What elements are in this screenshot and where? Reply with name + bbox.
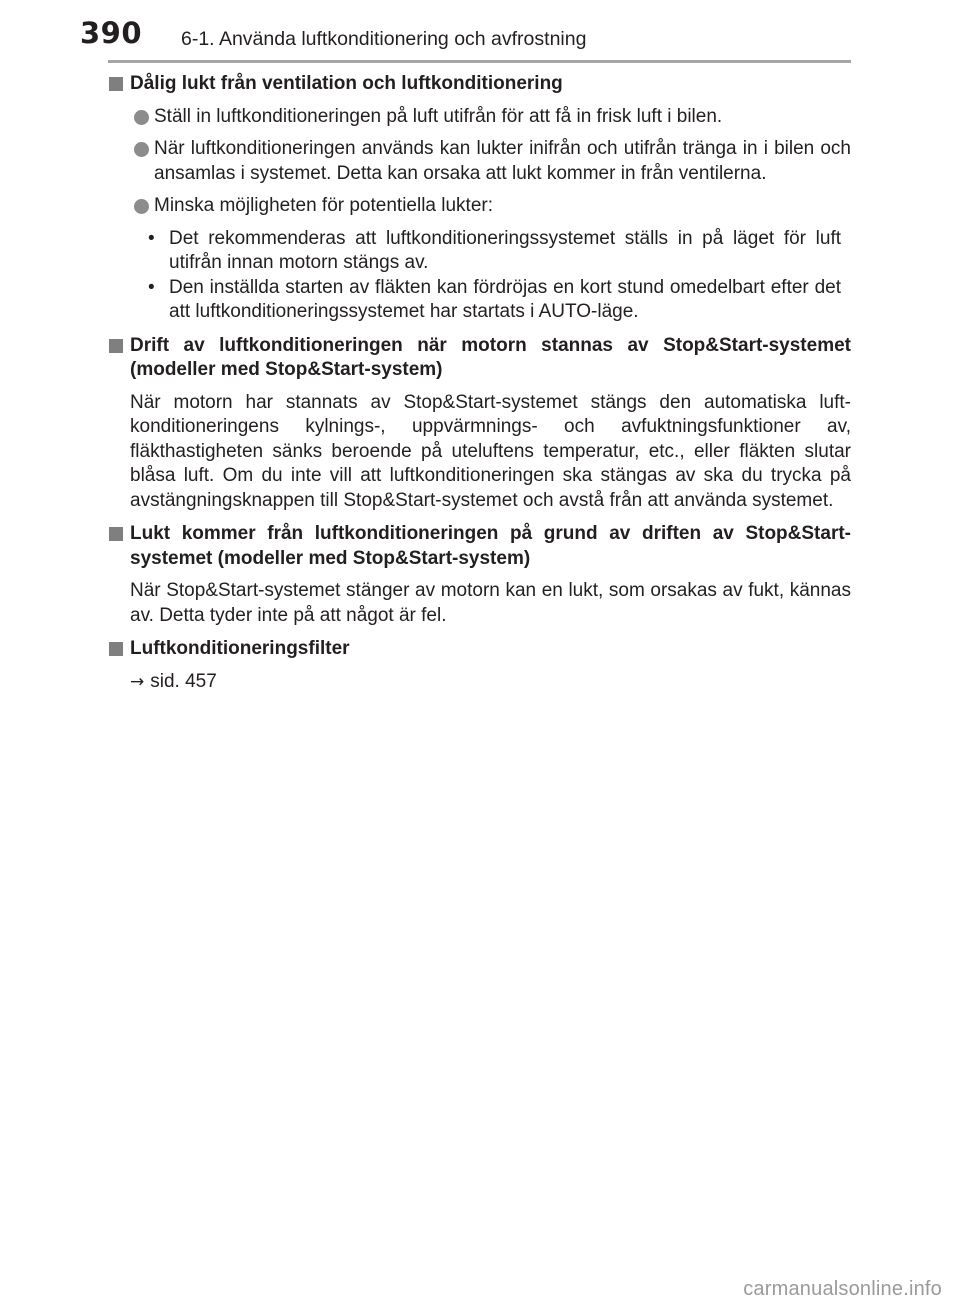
section-title: Luftkonditioneringsfilter	[130, 638, 350, 659]
section-body: När motorn har stannats av Stop&Start-systemet stängs den automatiska luft-konditioneringens kylnings-, uppvärmnings- och avfuktningsfunktioner av, fläkthastigheten sänks beroende på uteluftens temperatur, etc., eller fläkten slutar blåsa luft. Om du inte vill att luftkonditioneringen ska stängas av ska du trycka på avstängningsknappen till Stop&Start-systemet och avstå från att använda systemet.	[130, 391, 851, 511]
section-heading	[108, 72, 851, 97]
circle-bullet-icon	[134, 110, 149, 125]
list-item-text: Minska möjligheten för potentiella lukter:	[154, 195, 494, 216]
square-bullet-icon	[109, 642, 123, 656]
sub-list	[108, 227, 851, 325]
sub-list-item-text: Det rekommenderas att luftkonditioneringssystemet ställs in på läget för luft utifrån innan motorn stängs av.	[169, 227, 841, 273]
bullet-icon: •	[148, 276, 155, 298]
page-reference-link[interactable]: sid. 457	[150, 670, 217, 692]
page-number: 390	[80, 16, 143, 50]
section-body: När Stop&Start-systemet stänger av motorn kan en lukt, som orsakas av fukt, kännas av. Detta tyder inte på att något är fel.	[130, 580, 851, 626]
section-title: Dålig lukt från ventilation och luftkonditionering	[130, 73, 563, 94]
list-item	[108, 105, 851, 130]
page-reference	[108, 670, 851, 695]
square-bullet-icon	[109, 527, 123, 541]
arrow-right-icon: →	[130, 671, 145, 692]
sub-list-item	[108, 227, 841, 276]
section-heading	[108, 637, 851, 662]
page-header	[0, 0, 960, 64]
bullet-icon: •	[148, 227, 155, 249]
list-item-text: Ställ in luftkonditioneringen på luft utifrån för att få in frisk luft i bilen.	[154, 105, 723, 127]
watermark-logo: carmanualsonline.info	[743, 1278, 942, 1300]
square-bullet-icon	[109, 77, 123, 91]
section-heading	[108, 334, 851, 383]
square-bullet-icon	[109, 339, 123, 353]
section-heading	[108, 522, 851, 571]
list-item-text: När luftkonditioneringen används kan lukter inifrån och utifrån tränga in i bilen och ansamlas i systemet. Detta kan orsaka att lukt kommer in från ventilerna.	[154, 138, 851, 184]
page-content	[108, 66, 851, 694]
list-item	[108, 194, 851, 219]
header-divider	[108, 60, 851, 63]
sub-list-item	[108, 276, 841, 325]
chapter-title: 6-1. Använda luftkonditionering och avfrostning	[181, 28, 587, 50]
circle-bullet-icon	[134, 142, 149, 157]
circle-bullet-icon	[134, 199, 149, 214]
sub-list-item-text: Den inställda starten av fläkten kan fördröjas en kort stund omedelbart efter det att luftkonditioneringssystemet har startats i AUTO-läge.	[169, 276, 841, 322]
list-item	[108, 137, 851, 186]
section-title: Drift av luftkonditioneringen när motorn stannas av Stop&Start-systemet (modeller med Stop&Start-system)	[130, 334, 851, 380]
section-title: Lukt kommer från luftkonditioneringen på grund av driften av Stop&Start-systemet (modeller med Stop&Start-system)	[130, 523, 851, 569]
